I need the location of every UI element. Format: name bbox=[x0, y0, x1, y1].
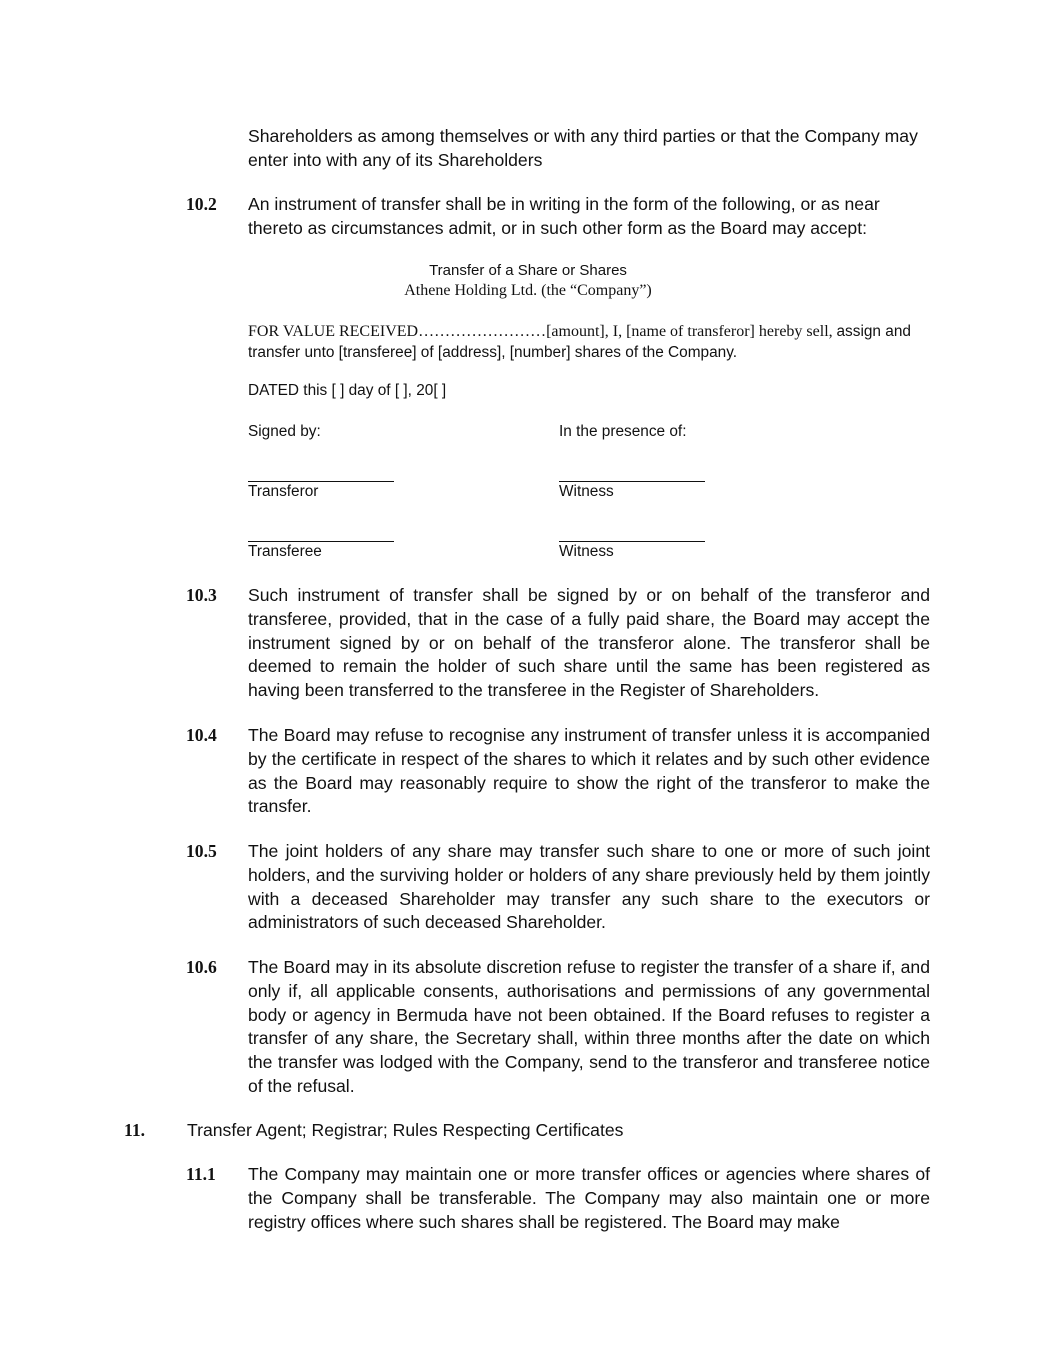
clause-number-11-1: 11.1 bbox=[186, 1164, 216, 1184]
form-value-received bbox=[248, 321, 930, 363]
transferor-label: Transferor bbox=[248, 483, 319, 500]
section-number-11: 11. bbox=[124, 1120, 146, 1140]
form-presence: In the presence of: bbox=[559, 423, 687, 440]
form-value-suffix: assign and transfer unto [transferee] of [address], [number] shares of the Company. bbox=[248, 323, 911, 361]
form-company: Athene Holding Ltd. (the “Company”) bbox=[404, 282, 652, 299]
clause-number-10-5: 10.5 bbox=[186, 841, 217, 861]
clause-text-10-3: Such instrument of transfer shall be signed by or on behalf of the transferor and transferee, provided, that in the case of a fully paid share, the Board may accept the instrument signed by or on behalf of the transferor alone. The transferor shall be deemed to remain the holder of such share until the same has been registered as having been transferred to the transferee in the Register of Shareholders. bbox=[248, 585, 930, 701]
transferee-label: Transferee bbox=[248, 543, 322, 560]
clause-number-10-6: 10.6 bbox=[186, 957, 217, 977]
clause-text-10-2: An instrument of transfer shall be in writing in the form of the following, or as near thereto as circumstances admit, or in such other form as the Board may accept: bbox=[248, 194, 880, 238]
clause-text-10-4: The Board may refuse to recognise any instrument of transfer unless it is accompanied by the certificate in respect of the shares to which it relates and by such other evidence as the Board may reasonably require to show the right of the transferor to make the transfer. bbox=[248, 725, 930, 817]
intro-paragraph: Shareholders as among themselves or with any third parties or that the Company may enter into with any of its Shareholders bbox=[248, 126, 918, 170]
form-value-prefix: FOR VALUE RECEIVED……………………[amount], I, [name of transferor] hereby sell, bbox=[248, 323, 833, 340]
form-dated: DATED this [ ] day of [ ], 20[ ] bbox=[248, 382, 447, 399]
form-title: Transfer of a Share or Shares bbox=[429, 262, 627, 279]
witness-label-2: Witness bbox=[559, 543, 614, 560]
clause-text-11-1: The Company may maintain one or more transfer offices or agencies where shares of the Company shall be transferable. The Company may also maintain one or more registry offices where such shares shall be registered. The Board may make bbox=[248, 1164, 930, 1232]
form-signed-by: Signed by: bbox=[248, 423, 321, 440]
transferee-signature-line bbox=[248, 541, 394, 542]
clause-text-10-5: The joint holders of any share may transfer such share to one or more of such joint holders, and the surviving holder or holders of any share previously held by them jointly with a deceased Shareholder may transfer any such share to the executors or administrators of such deceased Shareholder. bbox=[248, 841, 930, 933]
witness-signature-line-1 bbox=[559, 481, 705, 482]
transferor-signature-line bbox=[248, 481, 394, 482]
section-title-11: Transfer Agent; Registrar; Rules Respecting Certificates bbox=[187, 1120, 624, 1140]
clause-number-10-2: 10.2 bbox=[186, 194, 217, 214]
witness-label-1: Witness bbox=[559, 483, 614, 500]
witness-signature-line-2 bbox=[559, 541, 705, 542]
clause-number-10-3: 10.3 bbox=[186, 585, 217, 605]
clause-number-10-4: 10.4 bbox=[186, 725, 217, 745]
clause-text-10-6: The Board may in its absolute discretion refuse to register the transfer of a share if, and only if, all applicable consents, authorisations and permissions of any governmental body or agency in Bermuda have not been obtained. If the Board refuses to register a transfer of any share, the Secretary shall, within three months after the date on which the transfer was lodged with the Company, send to the transferor and transferee notice of the refusal. bbox=[248, 957, 930, 1096]
